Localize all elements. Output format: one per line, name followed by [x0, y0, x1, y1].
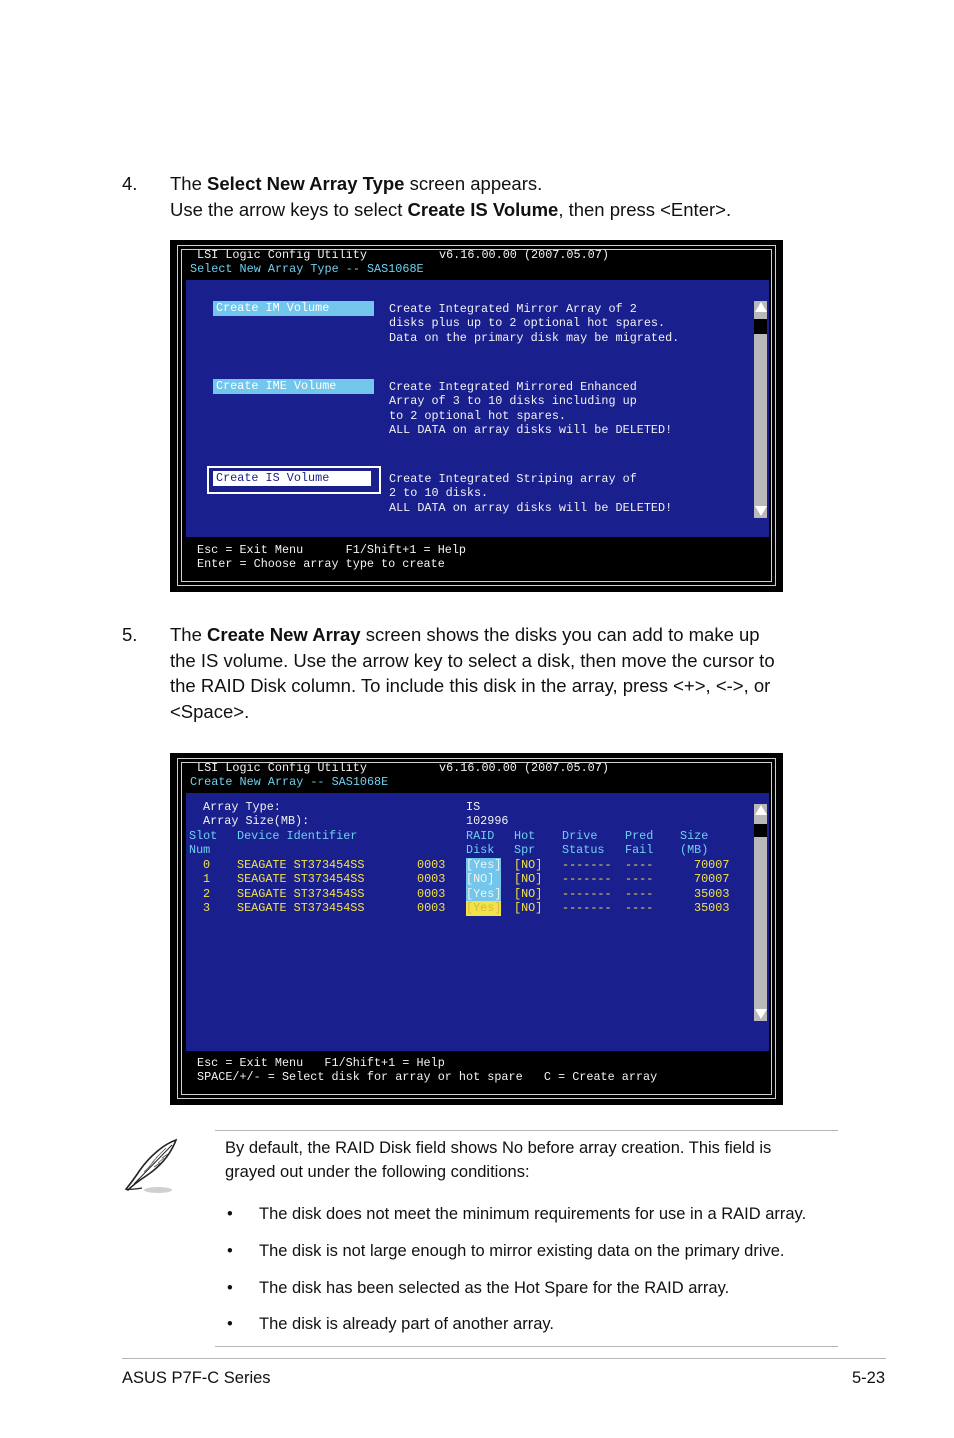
footer-product-name: ASUS P7F-C Series — [122, 1369, 271, 1387]
row-raid-disk[interactable]: [Yes] — [466, 887, 502, 901]
note-bullet-dot: • — [227, 1315, 233, 1333]
header-spr: Spr — [514, 843, 536, 857]
row-rev: 0003 — [417, 872, 446, 886]
row-device: SEAGATE ST373454SS — [237, 901, 365, 915]
header-drive: Drive — [562, 829, 598, 843]
screen-version: v6.16.00.00 (2007.05.07) — [439, 761, 609, 775]
step-5-text — [170, 622, 890, 724]
array-size-label: Array Size(MB): — [203, 814, 310, 828]
header-status: Status — [562, 843, 605, 857]
screen-title — [197, 248, 367, 263]
row-hot-spare[interactable]: [NO] — [514, 872, 543, 886]
note-bullet-dot: • — [227, 1205, 233, 1223]
row-drive-status: ------- — [562, 872, 612, 886]
screen-version — [439, 248, 609, 263]
row-pred-fail: ---- — [625, 858, 654, 872]
note-bullet-4: The disk is already part of another array. — [259, 1315, 555, 1333]
footer-rule — [122, 1358, 886, 1359]
row-slot: 3 — [203, 901, 211, 915]
menu-item-create-is-volume[interactable]: Create IS Volume — [213, 471, 371, 486]
note-bullet-3: The disk has been selected as the Hot Spare for the RAID array. — [259, 1279, 730, 1297]
header-mb: (MB) — [680, 843, 709, 857]
step-4-bold-select-new-array-type: Select New Array Type — [207, 173, 405, 194]
note-intro-line-1: By default, the RAID Disk field shows No before array creation. This field is — [225, 1139, 772, 1157]
scrollbar[interactable] — [754, 301, 767, 518]
row-device: SEAGATE ST373454SS — [237, 858, 365, 872]
step-5-line-1-pre: The — [170, 624, 208, 645]
step-5-line-1-post: screen shows the disks you can add to make up — [360, 624, 760, 645]
help-line-2: Enter = Choose array type to create — [197, 557, 445, 571]
array-size-value: 102996 — [466, 814, 509, 828]
help-line-1: Esc = Exit Menu F1/Shift+1 = Help — [197, 1056, 445, 1070]
menu-item-create-ime-volume[interactable]: Create IME Volume — [213, 379, 374, 394]
step-4-line-2-pre: Use the arrow keys to select — [170, 198, 408, 220]
row-pred-fail: ---- — [625, 872, 654, 886]
step-5-line-3: the RAID Disk column. To include this disk in the array, press <+>, <->, or — [170, 675, 771, 696]
step-4-line-2 — [170, 197, 870, 223]
row-device: SEAGATE ST373454SS — [237, 872, 365, 886]
note-top-rule — [215, 1130, 838, 1131]
row-rev: 0003 — [417, 887, 446, 901]
header-size: Size — [680, 829, 709, 843]
header-device-identifier: Device Identifier — [237, 829, 358, 843]
row-slot: 1 — [203, 872, 211, 886]
menu-desc-im-line-3: Data on the primary disk may be migrated. — [389, 331, 680, 345]
scroll-down-arrow-icon[interactable] — [755, 506, 767, 516]
row-hot-spare[interactable]: [NO] — [514, 887, 543, 901]
row-drive-status: ------- — [562, 887, 612, 901]
step-4-number: 4. — [122, 173, 138, 194]
menu-desc-is-line-1: Create Integrated Striping array of — [389, 472, 637, 486]
row-device: SEAGATE ST373454SS — [237, 887, 365, 901]
utility-version: v6.16.00.00 (2007.05.07) — [439, 248, 609, 262]
row-slot: 2 — [203, 887, 211, 901]
scroll-up-arrow-icon[interactable] — [755, 302, 767, 312]
header-pred: Pred — [625, 829, 654, 843]
step-4-line-1-post: screen appears. — [404, 173, 543, 194]
scrollbar-thumb[interactable] — [754, 824, 767, 837]
row-hot-spare[interactable]: [NO] — [514, 858, 543, 872]
header-disk: Disk — [466, 843, 495, 857]
step-4-line-1 — [170, 171, 870, 197]
row-hot-spare[interactable]: [NO] — [514, 901, 543, 915]
screen-subtitle: Create New Array -- SAS1068E — [190, 775, 389, 789]
screen-subtitle: Select New Array Type -- SAS1068E — [190, 262, 424, 276]
array-type-label: Array Type: — [203, 800, 281, 814]
step-4-bold-create-is-volume: Create IS Volume — [407, 198, 559, 220]
row-drive-status: ------- — [562, 901, 612, 915]
row-raid-disk[interactable]: [NO] — [466, 872, 501, 887]
header-num: Num — [189, 843, 211, 857]
note-bullet-1: The disk does not meet the minimum requirements for use in a RAID array. — [259, 1205, 807, 1223]
menu-desc-ime-line-3: to 2 optional hot spares. — [389, 409, 566, 423]
row-raid-disk-cursor[interactable]: [Yes] — [466, 901, 502, 915]
scroll-up-arrow-icon[interactable] — [755, 805, 767, 815]
bios-screen-select-array-type — [170, 240, 783, 592]
row-drive-status: ------- — [562, 858, 612, 872]
row-pred-fail: ---- — [625, 887, 654, 901]
row-raid-disk[interactable]: [Yes] — [466, 858, 502, 872]
screen-title: LSI Logic Config Utility — [197, 761, 367, 775]
note-bullet-dot: • — [227, 1242, 233, 1260]
row-size: 35003 — [694, 901, 730, 915]
step-5-line-1 — [170, 622, 890, 648]
step-4-text — [170, 171, 870, 222]
step-4-line-2-post: , then press <Enter>. — [558, 198, 732, 220]
menu-desc-is-line-2: 2 to 10 disks. — [389, 486, 489, 500]
note-intro-line-2: grayed out under the following conditions: — [225, 1163, 530, 1181]
header-hot: Hot — [514, 829, 536, 843]
menu-desc-im-line-1: Create Integrated Mirror Array of 2 — [389, 302, 637, 316]
row-rev: 0003 — [417, 901, 446, 915]
row-size: 35003 — [694, 887, 730, 901]
row-size: 70007 — [694, 858, 730, 872]
header-fail: Fail — [625, 843, 654, 857]
note-intro — [225, 1136, 845, 1184]
header-raid: RAID — [466, 829, 495, 843]
help-line-2: SPACE/+/- = Select disk for array or hot spare C = Create array — [197, 1070, 658, 1084]
utility-title: LSI Logic Config Utility — [197, 248, 367, 262]
header-slot: Slot — [189, 829, 218, 843]
note-bottom-rule — [215, 1346, 838, 1347]
step-4-line-1-pre: The — [170, 173, 208, 194]
scroll-down-arrow-icon[interactable] — [755, 1009, 767, 1019]
row-size: 70007 — [694, 872, 730, 886]
note-bullet-dot: • — [227, 1279, 233, 1297]
row-rev: 0003 — [417, 858, 446, 872]
step-5-line-2: the IS volume. Use the arrow key to select a disk, then move the cursor to — [170, 649, 775, 671]
step-5-number: 5. — [122, 624, 138, 645]
menu-desc-im-line-2: disks plus up to 2 optional hot spares. — [389, 316, 666, 330]
step-5-line-4: <Space>. — [170, 700, 250, 722]
row-slot: 0 — [203, 858, 211, 872]
menu-desc-ime-line-4: ALL DATA on array disks will be DELETED! — [389, 423, 673, 437]
menu-desc-ime-line-1: Create Integrated Mirrored Enhanced — [389, 380, 637, 394]
array-type-value: IS — [466, 800, 481, 814]
help-line-1: Esc = Exit Menu F1/Shift+1 = Help — [197, 543, 467, 557]
menu-desc-ime-line-2: Array of 3 to 10 disks including up — [389, 394, 637, 408]
menu-desc-is-line-3: ALL DATA on array disks will be DELETED! — [389, 501, 673, 515]
note-bullet-2: The disk is not large enough to mirror existing data on the primary drive. — [259, 1242, 785, 1260]
menu-item-create-im-volume[interactable]: Create IM Volume — [213, 301, 374, 316]
scrollbar-thumb[interactable] — [754, 319, 767, 334]
scrollbar[interactable] — [754, 804, 767, 1021]
step-5-bold-create-new-array: Create New Array — [207, 624, 361, 645]
note-quill-icon — [120, 1136, 182, 1196]
footer-page-number: 5-23 — [852, 1369, 886, 1387]
row-pred-fail: ---- — [625, 901, 654, 915]
bios-screen-create-new-array — [170, 753, 783, 1105]
